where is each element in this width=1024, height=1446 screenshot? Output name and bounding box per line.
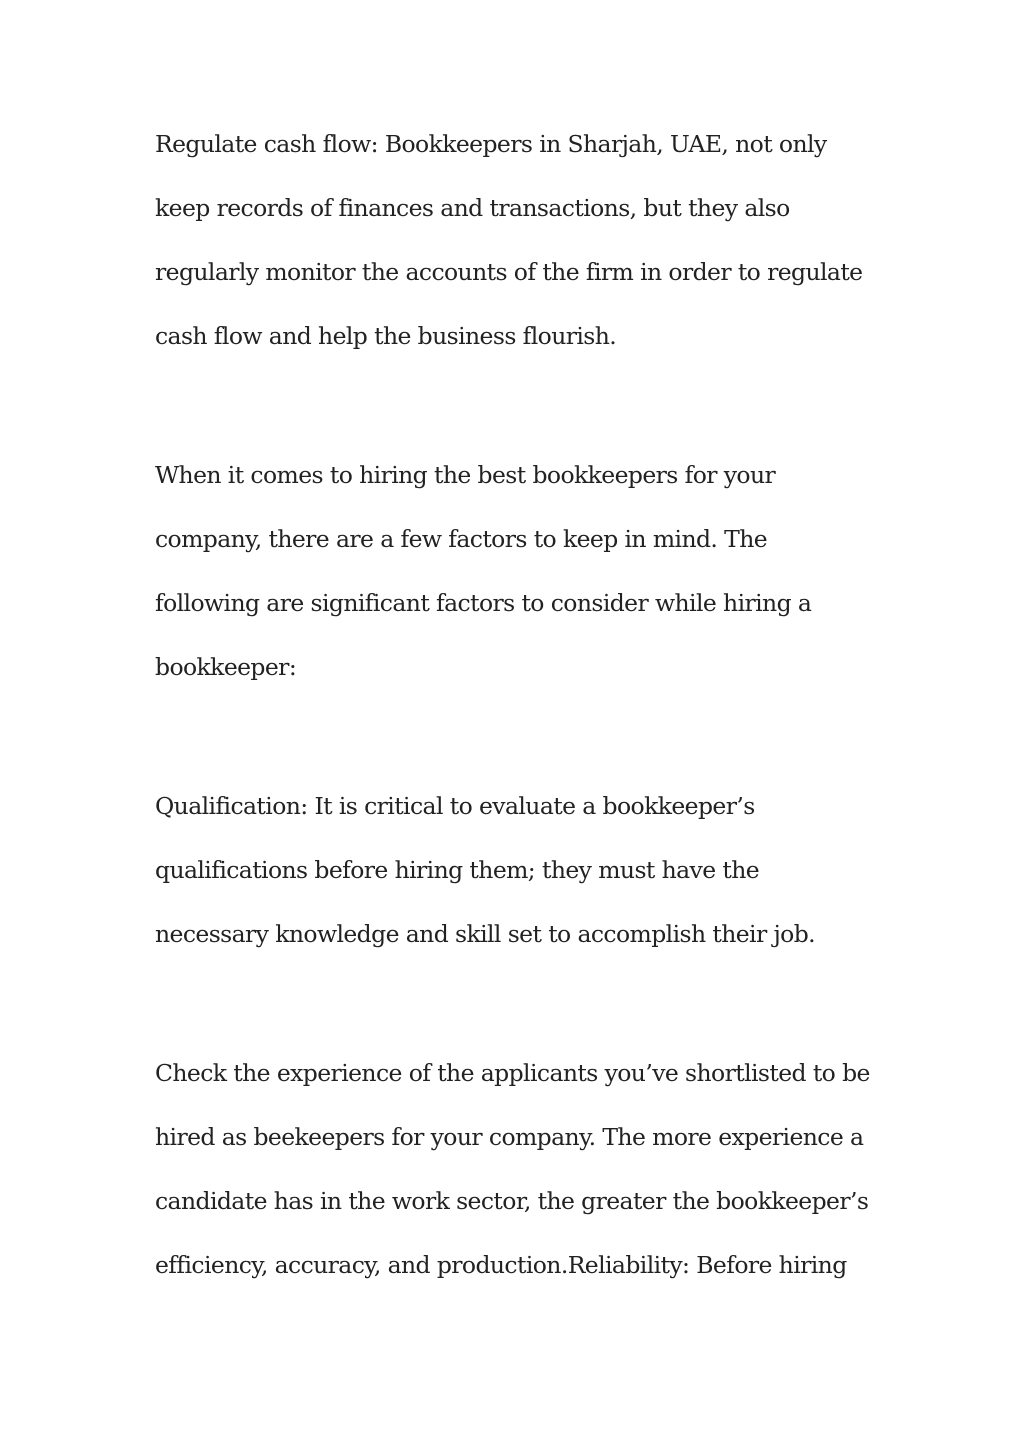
text-line: candidate has in the work sector, the greater the bookkeeper’s — [155, 1187, 869, 1215]
text-line: bookkeeper: — [155, 653, 297, 681]
paragraph-cash-flow — [155, 112, 875, 368]
text-line: keep records of finances and transactions, but they also — [155, 194, 790, 222]
text-line: efficiency, accuracy, and production.Reliability: Before hiring — [155, 1251, 847, 1279]
paragraph-qualification — [155, 774, 875, 966]
text-line: Qualification: It is critical to evaluate a bookkeeper’s — [155, 792, 755, 820]
paragraph-hiring-factors — [155, 443, 875, 699]
paragraph-experience — [155, 1041, 875, 1297]
text-line: Check the experience of the applicants you’ve shortlisted to be — [155, 1059, 870, 1087]
text-line: cash flow and help the business flourish. — [155, 322, 617, 350]
document-body — [155, 112, 875, 1297]
text-line: hired as beekeepers for your company. The more experience a — [155, 1123, 864, 1151]
text-line: When it comes to hiring the best bookkeepers for your — [155, 461, 776, 489]
text-line: following are significant factors to consider while hiring a — [155, 589, 812, 617]
text-line: Regulate cash flow: Bookkeepers in Sharjah, UAE, not only — [155, 130, 827, 158]
text-line: qualifications before hiring them; they must have the — [155, 856, 760, 884]
text-line: company, there are a few factors to keep in mind. The — [155, 525, 768, 553]
text-line: regularly monitor the accounts of the firm in order to regulate — [155, 258, 863, 286]
text-line: necessary knowledge and skill set to accomplish their job. — [155, 920, 816, 948]
